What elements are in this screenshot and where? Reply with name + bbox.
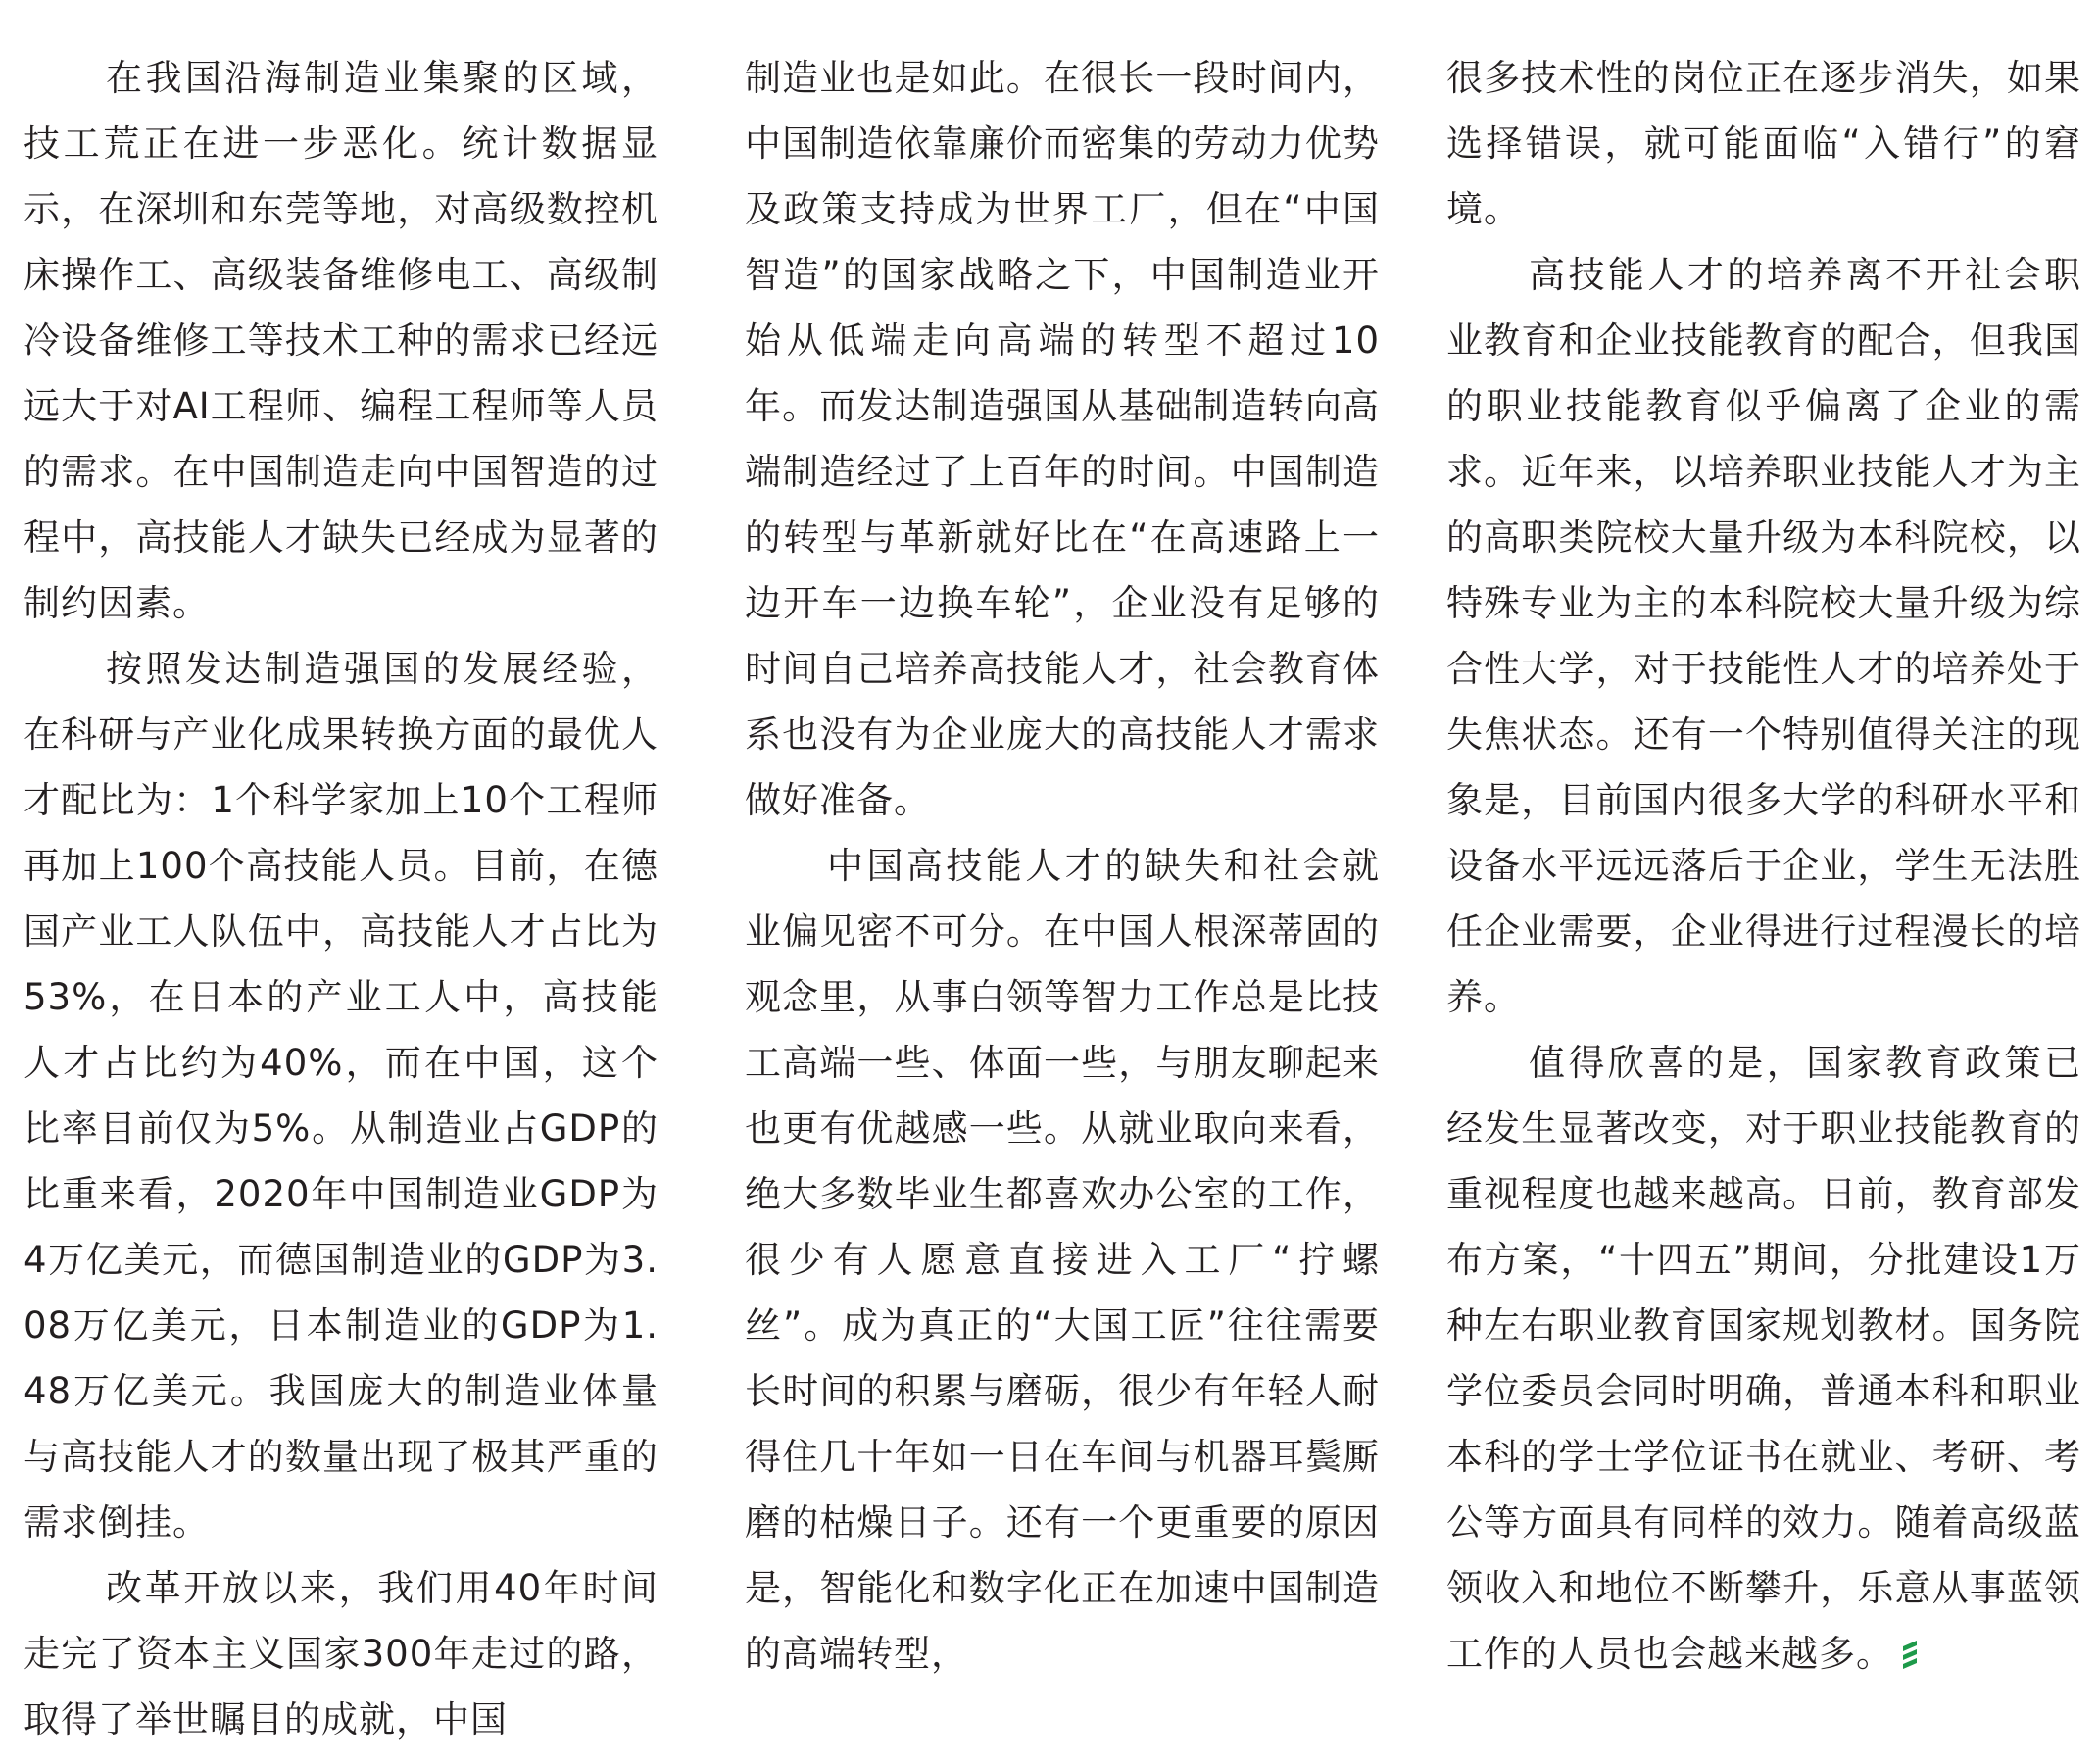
paragraph: 中国高技能人才的缺失和社会就业偏见密不可分。在中国人根深蒂固的观念里，从事白领等智力工作总是比技工高端一些、体面一些，与朋友聊起来也更有优越感一些。从就业取向来看，绝大多数毕业生都喜欢办公室的工作，很少有人愿意直接进入工厂“拧螺丝”。成为真正的“大国工匠”往往需要长时间的积累与磨砺，很少有年轻人耐得住几十年如一日在车间与机器耳鬓厮磨的枯燥日子。还有一个更重要的原因是，智能化和数字化正在加速中国制造的高端转型， xyxy=(745,845,1380,1675)
text-column-2 xyxy=(745,45,1380,1687)
text-column-3 xyxy=(1446,45,2081,1687)
paragraph: 按照发达制造强国的发展经验，在科研与产业化成果转换方面的最优人才配比为：1个科学家加上10个工程师再加上100个高技能人员。目前，在德国产业工人队伍中，高技能人才占比为53%，在日本的产业工人中，高技能人才占比约为40%，而在中国，这个比率目前仅为5%。从制造业占GDP的比重来看，2020年中国制造业GDP为4万亿美元，而德国制造业的GDP为3.08万亿美元，日本制造业的GDP为1.48万亿美元。我国庞大的制造业体量与高技能人才的数量出现了极其严重的需求倒挂。 xyxy=(24,648,659,1544)
end-of-article-mark-icon xyxy=(1901,1637,1919,1670)
paragraph: 改革开放以来，我们用40年时间走完了资本主义国家300年走过的路，取得了举世瞩目的成就，中国 xyxy=(24,1567,659,1740)
paragraph: 很多技术性的岗位正在逐步消失，如果选择错误，就可能面临“入错行”的窘境。 xyxy=(1446,57,2081,230)
text-column-1 xyxy=(24,45,659,1752)
paragraph: 制造业也是如此。在很长一段时间内，中国制造依靠廉价而密集的劳动力优势及政策支持成为世界工厂，但在“中国智造”的国家战略之下，中国制造业开始从低端走向高端的转型不超过10年。而发达制造强国从基础制造转向高端制造经过了上百年的时间。中国制造的转型与革新就好比在“在高速路上一边开车一边换车轮”，企业没有足够的时间自己培养高技能人才，社会教育体系也没有为企业庞大的高技能人才需求做好准备。 xyxy=(745,57,1380,821)
paragraph: 在我国沿海制造业集聚的区域，技工荒正在进一步恶化。统计数据显示，在深圳和东莞等地，对高级数控机床操作工、高级装备维修电工、高级制冷设备维修工等技术工种的需求已经远远大于对AI工程师、编程工程师等人员的需求。在中国制造走向中国智造的过程中，高技能人才缺失已经成为显著的制约因素。 xyxy=(24,57,659,624)
paragraph: 高技能人才的培养离不开社会职业教育和企业技能教育的配合，但我国的职业技能教育似乎偏离了企业的需求。近年来，以培养职业技能人才为主的高职类院校大量升级为本科院校，以特殊专业为主的本科院校大量升级为综合性大学，对于技能性人才的培养处于失焦状态。还有一个特别值得关注的现象是，目前国内很多大学的科研水平和设备水平远远落后于企业，学生无法胜任企业需要，企业得进行过程漫长的培养。 xyxy=(1446,254,2081,1018)
paragraph-text: 值得欣喜的是，国家教育政策已经发生显著改变，对于职业技能教育的重视程度也越来越高。日前，教育部发布方案，“十四五”期间，分批建设1万种左右职业教育国家规划教材。国务院学位委员会同时明确，普通本科和职业本科的学士学位证书在就业、考研、考公等方面具有同样的效力。随着高级蓝领收入和地位不断攀升，乐意从事蓝领工作的人员也会越来越多。 xyxy=(1446,1042,2081,1675)
last-paragraph xyxy=(1446,1030,2081,1687)
